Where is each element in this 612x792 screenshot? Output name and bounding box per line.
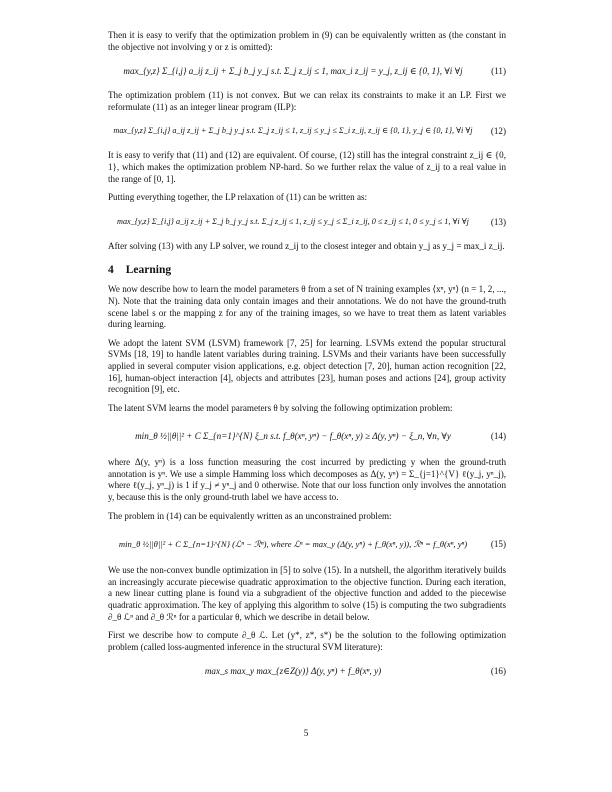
- paragraph: The problem in (14) can be equivalently written as an unconstrained problem:: [108, 510, 392, 521]
- equation-body: min_θ ½||θ||² + C Σ_{n=1}^{N} ξ_n s.t. f_θ(xⁿ, yⁿ) − f_θ(xⁿ, y) ≥ Δ(y, yⁿ) − ξ_n, ∀n, ∀y: [135, 431, 451, 442]
- paragraph: First we describe how to compute ∂_θ ℒ. Let (y*, z*, s*) be the solution to the following optimization problem (called loss-augmented inference in the structural SVM literature):: [108, 630, 506, 652]
- paper-page: [108, 30, 506, 690]
- equation-body: max_{y,z} Σ_{i,j} a_ij z_ij + Σ_j b_j y_j s.t. Σ_j z_ij ≤ 1, z_ij ≤ y_j ≤ Σ_i z_ij, z_ij ∈ {0, 1}, y_j ∈ {0, 1}, ∀i ∀j: [113, 126, 473, 136]
- equation-11: [108, 60, 506, 84]
- paragraph: Putting everything together, the LP relaxation of (11) can be written as:: [108, 192, 368, 203]
- paragraph: We adopt the latent SVM (LSVM) framework [7, 25] for learning. LSVMs extend the popular structural SVMs [18, 19] to handle latent variables during training. LSVMs and their variants have been successfully applied in several computer vision applications, e.g. object detection [7, 20], human action recognition [22, 16], human-object interaction [4], objects and attributes [23], human poses and actions [24], group activity recognition [9], etc.: [108, 337, 506, 395]
- paragraph: After solving (13) with any LP solver, we round z_ij to the closest integer and obtain y_j as y_j = max_i z_ij.: [108, 240, 505, 251]
- equation-number: (16): [490, 666, 506, 677]
- equation-13: [108, 211, 506, 235]
- equation-16: [108, 660, 506, 684]
- equation-number: (15): [490, 539, 506, 550]
- paragraph: It is easy to verify that (11) and (12) are equivalent. Of course, (12) still has the integral constraint z_ij ∈ {0, 1}, which makes the optimization problem NP-hard. So we further relax the value of z_ij to a real value in the range of [0, 1].: [108, 150, 506, 184]
- equation-body: max_{y,z} Σ_{i,j} a_ij z_ij + Σ_j b_j y_j s.t. Σ_j z_ij ≤ 1, z_ij ≤ y_j ≤ Σ_i z_ij, 0 ≤ z_ij ≤ 1, 0 ≤ y_j ≤ 1, ∀i ∀j: [117, 216, 469, 226]
- equation-body: min_θ ½||θ||² + C Σ_{n=1}^{N} (ℒⁿ − ℛⁿ), where ℒⁿ = max_y (Δ(y, yⁿ) + f_θ(xⁿ, y)), ℛⁿ = f_θ(xⁿ, yⁿ): [118, 539, 468, 550]
- equation-body: max_{y,z} Σ_{i,j} a_ij z_ij + Σ_j b_j y_j s.t. Σ_j z_ij ≤ 1, max_i z_ij = y_j, z_ij ∈ {0, 1}, ∀i ∀j: [123, 66, 463, 77]
- paragraph: The optimization problem (11) is not convex. But we can relax its constraints to make it an LP. First we reformulate (11) as an integer linear program (ILP):: [108, 90, 506, 112]
- paragraph: Then it is easy to verify that the optimization problem in (9) can be equivalently written as (the constant in the objective not involving y or z is omitted):: [108, 30, 506, 52]
- paragraph: We use the non-convex bundle optimization in [5] to solve (15). In a nutshell, the algorithm iteratively builds an increasingly accurate piecewise quadratic approximation to the objective function. During each iteration, a new linear cutting plane is found via a subgradient of the objective function and added to the piecewise quadratic approximation. The key of applying this algorithm to solve (15) is computing the two subgradients ∂_θ ℒⁿ and ∂_θ ℛⁿ for a particular θ, which we describe in detail below.: [108, 565, 506, 622]
- equation-number: (11): [491, 66, 506, 77]
- section-heading: [108, 264, 506, 276]
- equation-body: max_s max_y max_{z∈Z(y)} Δ(y, yⁿ) + f_θ(xⁿ, y): [204, 666, 382, 677]
- paragraph: where Δ(y, yⁿ) is a loss function measuring the cost incurred by predicting y when the ground-truth annotation is yⁿ. We use a simple Hamming loss which decomposes as Δ(y, yⁿ) = Σ_{j=1}^{V} ℓ(y_j, yⁿ_j), where ℓ(y_j, yⁿ_j) is 1 if y_j ≠ yⁿ_j and 0 otherwise. Note that our loss function only involves the annotation y, because this is the only ground-truth label we have access to.: [108, 457, 506, 503]
- equation-15: [108, 529, 506, 559]
- equation-number: (13): [490, 216, 506, 227]
- page-number: 5: [303, 728, 309, 738]
- paragraph: We now describe how to learn the model parameters θ from a set of N training examples ⟨xⁿ, yⁿ⟩ (n = 1, 2, ..., N). Note that the training data only contain images and their annotations. We do not have the ground-truth scene label s or the mapping z for any of the training images, so we have to treat them as latent variables during learning.: [108, 284, 506, 330]
- paragraph: The latent SVM learns the model parameters θ by solving the following optimization problem:: [108, 402, 453, 413]
- equation-number: (12): [490, 126, 506, 137]
- equation-number: (14): [490, 431, 506, 442]
- equation-14: [108, 421, 506, 451]
- equation-12: [108, 120, 506, 144]
- section-number: 4: [108, 264, 114, 277]
- section-title: Learning: [125, 264, 172, 277]
